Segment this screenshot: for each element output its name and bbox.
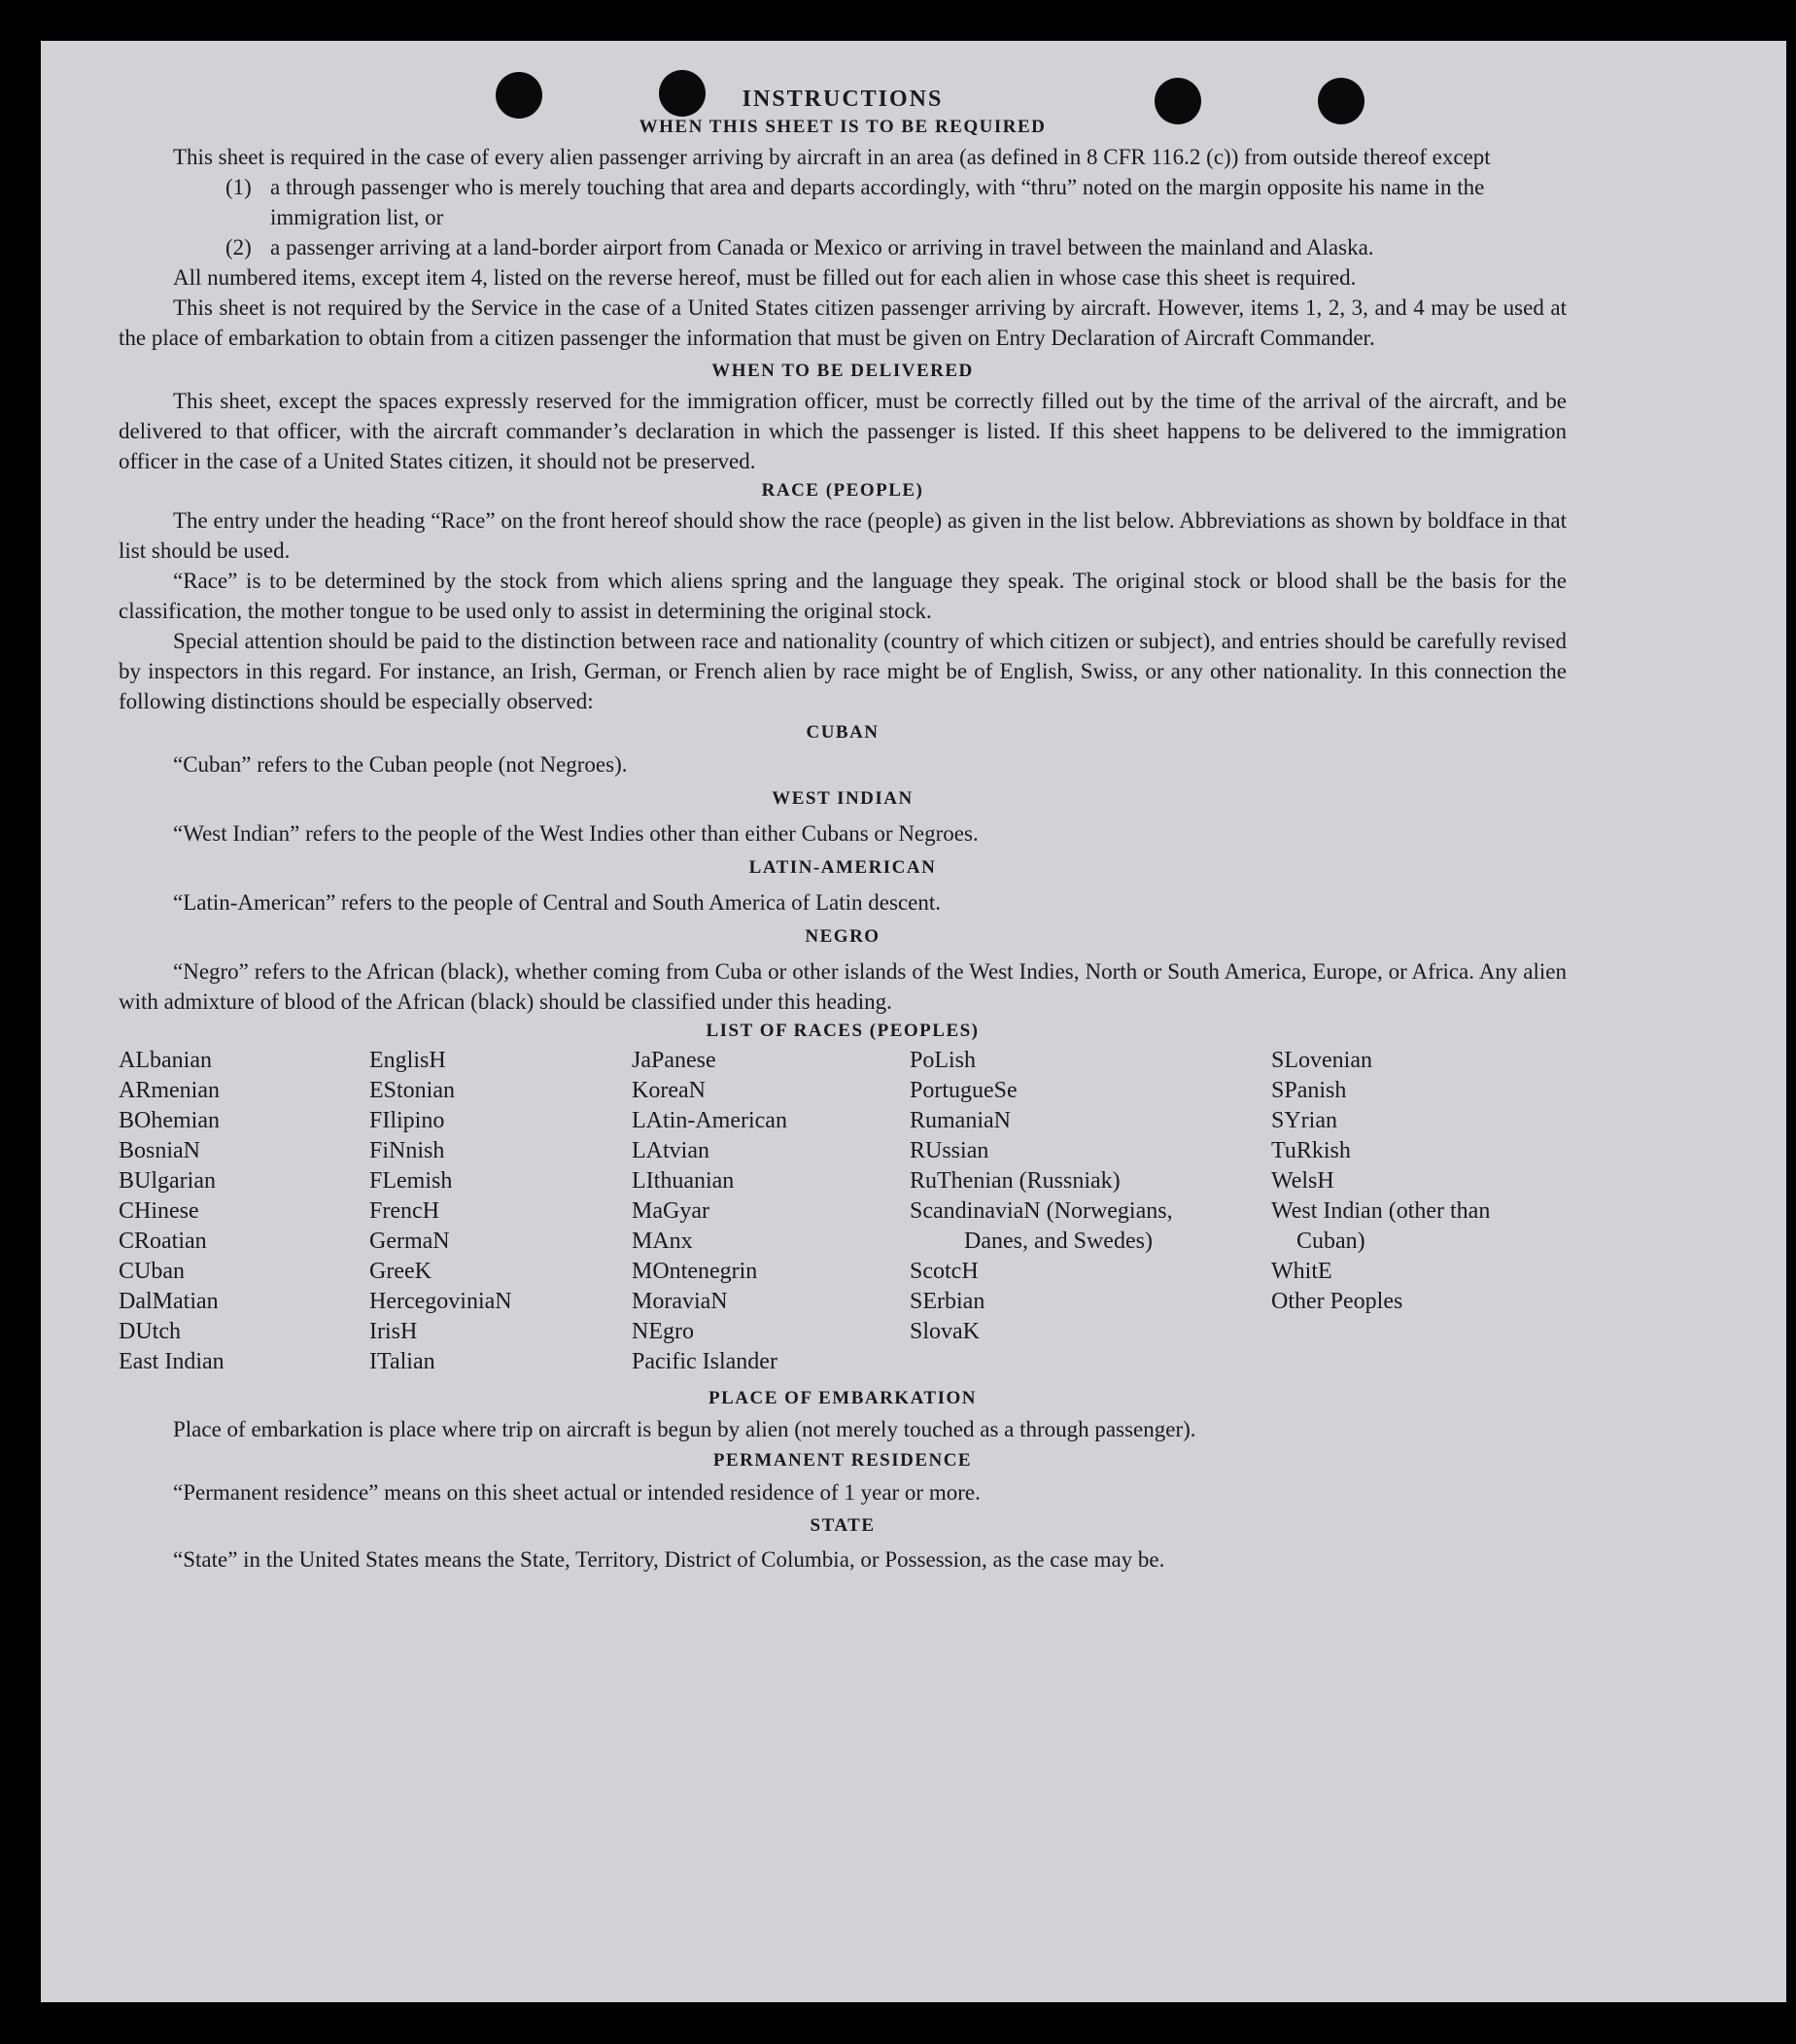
exception-text: a passenger arriving at a land-border airport from Canada or Mexico or arriving in travel between the mainland and Alaska. xyxy=(270,235,1374,260)
race-list-item: SErbian xyxy=(910,1289,985,1314)
race-list-item: BOhemian xyxy=(119,1108,220,1133)
required-intro: This sheet is required in the case of every alien passenger arriving by aircraft in an area (as defined in 8 CFR 116.2 (c)) from outside thereof except xyxy=(173,145,1491,169)
race-list-item: IrisH xyxy=(369,1319,418,1344)
race-list-item: FLemish xyxy=(369,1168,453,1194)
race-list-item: Other Peoples xyxy=(1271,1289,1403,1314)
negro-para: “Negro” refers to the African (black), whether coming from Cuba or other islands of the West Indies, North or South America, Europe, or Africa. Any alien with admixture of blood of the African (black) should be classified under this heading. xyxy=(119,959,1567,1014)
race-list-item: PoLish xyxy=(910,1048,977,1073)
race-list-item: ARmenian xyxy=(119,1078,220,1103)
latin-american-para: “Latin-American” refers to the people of Central and South America of Latin descent. xyxy=(173,890,941,915)
race-list-item: West Indian (other than Cuban) xyxy=(1271,1198,1491,1254)
embarkation-para: Place of embarkation is place where trip on aircraft is begun by alien (not merely touched as a through passenger). xyxy=(173,1417,1196,1441)
race-list-item: CRoatian xyxy=(119,1229,207,1254)
race-list-column-2 xyxy=(369,1046,512,1377)
section-heading-west-indian: WEST INDIAN xyxy=(772,788,914,809)
race-list-item: NEgro xyxy=(632,1319,694,1344)
race-list-item: ITalian xyxy=(369,1349,435,1374)
race-list-item: GreeK xyxy=(369,1259,432,1284)
race-list-item: MoraviaN xyxy=(632,1289,728,1314)
section-heading-latin-american: LATIN-AMERICAN xyxy=(748,857,937,878)
race-list-item: East Indian xyxy=(119,1349,224,1374)
race-list-item: WhitE xyxy=(1271,1259,1332,1284)
race-list-item: ScandinaviaN (Norwegians, Danes, and Swedes) xyxy=(910,1198,1173,1254)
race-list-column-4 xyxy=(910,1046,1201,1347)
race-list-item: SlovaK xyxy=(910,1319,980,1344)
required-para-3: This sheet is not required by the Service in the case of a United States citizen passenger arriving by aircraft. However, items 1, 2, 3, and 4 may be used at the place of embarkation to obtain from a citizen passenger the information that must be given on Entry Declaration of Aircraft Commander. xyxy=(119,295,1567,350)
cuban-para: “Cuban” refers to the Cuban people (not Negroes). xyxy=(173,752,628,777)
section-heading-required: WHEN THIS SHEET IS TO BE REQUIRED xyxy=(639,117,1047,137)
race-list-column-5 xyxy=(1271,1046,1532,1317)
race-list-item: EStonian xyxy=(369,1078,455,1103)
race-list-item: RUssian xyxy=(910,1138,989,1163)
race-list-item: FIlipino xyxy=(369,1108,445,1133)
race-list-item: KoreaN xyxy=(632,1078,706,1103)
race-para-1: The entry under the heading “Race” on the front hereof should show the race (people) as given in the list below. Abbreviations as shown by boldface in that list should be used. xyxy=(119,508,1567,563)
race-list-item: MaGyar xyxy=(632,1198,709,1224)
race-list-item: Pacific Islander xyxy=(632,1349,777,1374)
race-list-item: LAtin-American xyxy=(632,1108,787,1133)
race-list-item: BosniaN xyxy=(119,1138,200,1163)
race-list-item: CUban xyxy=(119,1259,185,1284)
race-list-item: TuRkish xyxy=(1271,1138,1351,1163)
race-list-item: ScotcH xyxy=(910,1259,979,1284)
section-heading-negro: NEGRO xyxy=(805,926,881,947)
race-list-item: RuThenian (Russniak) xyxy=(910,1168,1121,1194)
exception-number: (1) xyxy=(225,175,252,199)
exception-text: a through passenger who is merely touching that area and departs accordingly, with “thru” noted on the margin opposite his name in the immigration list, or xyxy=(270,175,1485,229)
section-heading-race: RACE (PEOPLE) xyxy=(761,480,924,501)
race-list-item: LAtvian xyxy=(632,1138,709,1163)
race-list-item: JaPanese xyxy=(632,1048,716,1073)
race-list-item: BUlgarian xyxy=(119,1168,216,1194)
section-heading-embarkation: PLACE OF EMBARKATION xyxy=(708,1388,977,1408)
race-list-item: SLovenian xyxy=(1271,1048,1372,1073)
required-para-2: All numbered items, except item 4, listed on the reverse hereof, must be filled out for each alien in whose case this sheet is required. xyxy=(173,265,1357,290)
race-list-item: PortugueSe xyxy=(910,1078,1018,1103)
race-list-item: FiNnish xyxy=(369,1138,445,1163)
section-heading-race-list: LIST OF RACES (PEOPLES) xyxy=(706,1021,980,1041)
west-indian-para: “West Indian” refers to the people of the West Indies other than either Cubans or Negroes. xyxy=(173,821,979,846)
race-list-column-3 xyxy=(632,1046,787,1377)
race-list-item: SYrian xyxy=(1271,1108,1337,1133)
exception-item-1 xyxy=(119,172,1567,232)
race-list-item: ALbanian xyxy=(119,1048,212,1073)
document-content xyxy=(119,86,1567,1575)
race-list-item: RumaniaN xyxy=(910,1108,1011,1133)
race-list-item: CHinese xyxy=(119,1198,199,1224)
race-list-item: MOntenegrin xyxy=(632,1259,758,1284)
race-list-item: SPanish xyxy=(1271,1078,1347,1103)
race-list-item: DalMatian xyxy=(119,1289,219,1314)
race-list-item: WelsH xyxy=(1271,1168,1334,1194)
race-list-item: EnglisH xyxy=(369,1048,446,1073)
race-para-2: “Race” is to be determined by the stock from which aliens spring and the language they speak. The original stock or blood shall be the basis for the classification, the mother tongue to be used only to assist in determining the original stock. xyxy=(119,569,1567,623)
race-list-item: LIthuanian xyxy=(632,1168,735,1194)
race-list-item: MAnx xyxy=(632,1229,693,1254)
race-list-column-1 xyxy=(119,1046,224,1377)
residence-para: “Permanent residence” means on this sheet actual or intended residence of 1 year or more. xyxy=(173,1480,981,1505)
race-list xyxy=(119,1046,1567,1383)
exception-number: (2) xyxy=(225,235,252,260)
race-para-3: Special attention should be paid to the distinction between race and nationality (country of which citizen or subject), and entries should be carefully revised by inspectors in this regard. For instance, an Irish, German, or French alien by race might be of English, Swiss, or any other nationality. In this connection the following distinctions should be especially observed: xyxy=(119,629,1567,713)
race-list-item: GermaN xyxy=(369,1229,450,1254)
section-heading-delivered: WHEN TO BE DELIVERED xyxy=(711,361,974,381)
state-para: “State” in the United States means the State, Territory, District of Columbia, or Possession, as the case may be. xyxy=(173,1547,1165,1572)
section-heading-residence: PERMANENT RESIDENCE xyxy=(712,1450,973,1471)
race-list-item: DUtch xyxy=(119,1319,181,1344)
race-list-item: HercegoviniaN xyxy=(369,1289,512,1314)
delivered-para: This sheet, except the spaces expressly reserved for the immigration officer, must be correctly filled out by the time of the arrival of the aircraft, and be delivered to that officer, with the aircraft commander’s declaration in which the passenger is listed. If this sheet happens to be delivered to the immigration officer in the case of a United States citizen, it should not be preserved. xyxy=(119,389,1567,473)
section-heading-cuban: CUBAN xyxy=(806,722,880,743)
exception-item-2 xyxy=(119,232,1567,262)
race-list-item: FrencH xyxy=(369,1198,439,1224)
section-heading-state: STATE xyxy=(810,1515,876,1536)
page-title: INSTRUCTIONS xyxy=(742,87,944,112)
